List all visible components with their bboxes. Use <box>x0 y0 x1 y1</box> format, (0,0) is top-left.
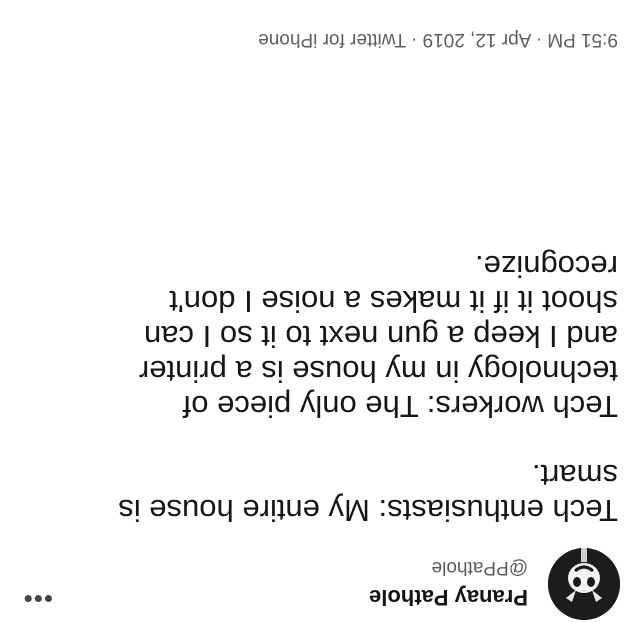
tweet-timestamp[interactable]: 9:51 PM · Apr 12, 2019 · Twitter for iPhone <box>258 29 618 50</box>
author-name[interactable]: Pranay Pathole <box>369 585 528 610</box>
tweet-header <box>0 530 640 640</box>
tweet-paragraph-2: Tech workers: The only piece of technology in my house is a printer and I keep a gun next to it so I can shoot it if it makes a noise I don't recognize. <box>138 249 618 424</box>
tweet-text <box>18 249 618 528</box>
tweet-paragraph-1: Tech enthusiasts: My entire house is smart. <box>118 458 618 528</box>
avatar-illustration <box>548 548 620 620</box>
more-options-icon[interactable]: ••• <box>22 584 53 614</box>
avatar[interactable] <box>548 548 620 620</box>
author-handle[interactable]: @PPathole <box>431 557 528 578</box>
